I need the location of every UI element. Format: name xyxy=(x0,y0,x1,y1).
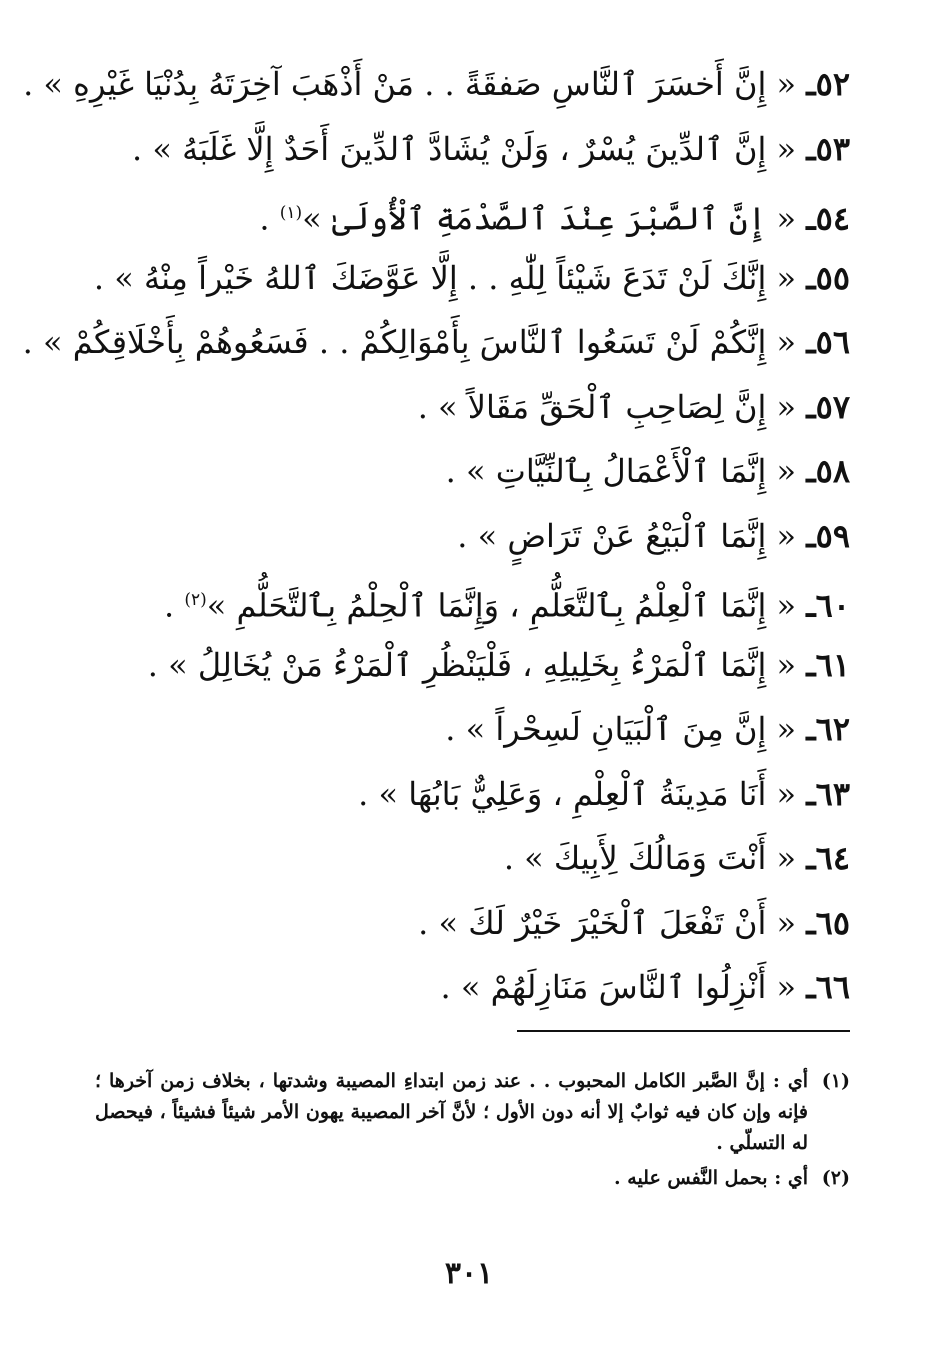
hadith-text: « إِنَّكُمْ لَنْ تَسَعُوا ٱلنَّاسَ بِأَمْوَالِكُمْ . . فَسَعُوهُمْ بِأَخْلَاقِكُمْ » . xyxy=(22,323,797,361)
hadith-trailing-punctuation: . xyxy=(164,586,185,625)
hadith-number: ٥٥ـ xyxy=(806,258,850,297)
footnote xyxy=(95,1066,850,1159)
hadith-text: « إِنَّمَا ٱلْمَرْءُ بِخَلِيلِهِ ، فَلْيَنْظُرِ ٱلْمَرْءُ مَنْ يُخَالِلُ » . xyxy=(147,645,797,684)
footnote xyxy=(95,1163,850,1194)
hadith-number: ٥٩ـ xyxy=(806,516,850,555)
hadith-line xyxy=(93,246,850,311)
hadith-line xyxy=(23,52,850,117)
hadith-list xyxy=(22,52,850,1020)
hadith-text: « إِنَّكَ لَنْ تَدَعَ شَيْئاً لِلّٰهِ . . إِلَّا عَوَّضَكَ ٱللهُ خَيْراً مِنْهُ » . xyxy=(93,258,797,297)
hadith-text: « أَنْ تَفْعَلَ ٱلْخَيْرَ خَيْرٌ لَكَ » . xyxy=(418,903,797,942)
hadith-number: ٥٧ـ xyxy=(806,387,850,426)
hadith-number: ٦٢ـ xyxy=(806,710,850,748)
hadith-number: ٦٠ـ xyxy=(806,586,850,625)
footnote-reference: (١) xyxy=(279,203,303,223)
footnote-mark: (١) xyxy=(821,1070,850,1092)
hadith-number: ٦٦ـ xyxy=(806,968,850,1006)
hadith-line xyxy=(120,633,850,698)
hadith-number: ٥٢ـ xyxy=(806,65,850,103)
footnotes xyxy=(95,1066,850,1194)
hadith-line xyxy=(120,117,850,182)
footnote-text: أي : بحمل النَّفس عليه . xyxy=(614,1167,808,1189)
hadith-text: « إِنَّ ٱلصَّبْرَ عِنْدَ ٱلصَّدْمَةِ ٱلْأُولَىٰ » xyxy=(302,199,797,238)
hadith-line xyxy=(120,762,850,827)
hadith-line xyxy=(120,826,850,891)
hadith-number: ٦١ـ xyxy=(806,645,850,684)
footnote-reference: (٢) xyxy=(184,590,207,610)
hadith-number: ٥٦ـ xyxy=(806,323,850,361)
footnote-text: أي : إنَّ الصَّبر الكامل المحبوب . . عند زمن ابتداءِ المصيبة وشدتها ، بخلاف زمن آخرها ؛ فإنه وإن كان فيه ثوابٌ إلا أنه دون الأول ؛ لأنَّ آخر المصيبة يهون الأمر شيئاً فشيئاً ، فيحصل له التسلّي . xyxy=(95,1070,808,1154)
hadith-text: « إِنَّمَا ٱلْعِلْمُ بِٱلتَّعَلُّمِ ، وَإِنَّمَا ٱلْحِلْمُ بِٱلتَّحَلُّمِ » xyxy=(206,586,797,625)
hadith-line xyxy=(120,504,850,569)
hadith-number: ٥٣ـ xyxy=(806,129,850,168)
hadith-line xyxy=(120,697,850,762)
hadith-text: « إِنَّمَا ٱلْأَعْمَالُ بِٱلنِّيَّاتِ » . xyxy=(445,452,797,490)
hadith-line xyxy=(120,181,850,246)
hadith-text: « إِنَّ لِصَاحِبِ ٱلْحَقِّ مَقَالاً » . xyxy=(417,387,797,426)
hadith-text: « إِنَّ أَخسَرَ ٱلنَّاسِ صَفقَةً . . مَنْ أَذْهَبَ آخِرَتَهُ بِدُنْيَا غَيْرِهِ » . xyxy=(23,65,797,103)
hadith-line xyxy=(120,439,850,504)
footnote-divider xyxy=(517,1030,850,1032)
hadith-line xyxy=(120,891,850,956)
hadith-text: « أَنَا مَدِينَةُ ٱلْعِلْمِ ، وَعَلِيٌّ بَابُهَا » . xyxy=(358,774,797,813)
hadith-text: « أَنْتَ وَمَالُكَ لِأَبِيكَ » . xyxy=(503,839,797,877)
hadith-line xyxy=(120,375,850,440)
hadith-line xyxy=(120,955,850,1020)
hadith-trailing-punctuation: . xyxy=(259,199,280,238)
hadith-text: « إِنَّ مِنَ ٱلْبَيَانِ لَسِحْراً » . xyxy=(445,710,797,748)
hadith-text: « إِنَّ ٱلدِّينَ يُسْرٌ ، وَلَنْ يُشَادَّ ٱلدِّينَ أَحَدٌ إِلَّا غَلَبَهُ » . xyxy=(131,129,797,168)
hadith-number: ٦٥ـ xyxy=(806,903,850,942)
hadith-number: ٥٤ـ xyxy=(806,199,850,238)
hadith-number: ٦٤ـ xyxy=(806,839,850,877)
hadith-line xyxy=(22,310,850,375)
hadith-number: ٦٣ـ xyxy=(806,774,850,813)
hadith-text: « إِنَّمَا ٱلْبَيْعُ عَنْ تَرَاضٍ » . xyxy=(457,516,797,555)
hadith-text: « أَنْزِلُوا ٱلنَّاسَ مَنَازِلَهُمْ » . xyxy=(440,968,797,1006)
hadith-line xyxy=(120,568,850,633)
footnote-mark: (٢) xyxy=(821,1167,850,1189)
hadith-number: ٥٨ـ xyxy=(806,452,850,490)
page-number: ٣٠١ xyxy=(444,1256,494,1291)
